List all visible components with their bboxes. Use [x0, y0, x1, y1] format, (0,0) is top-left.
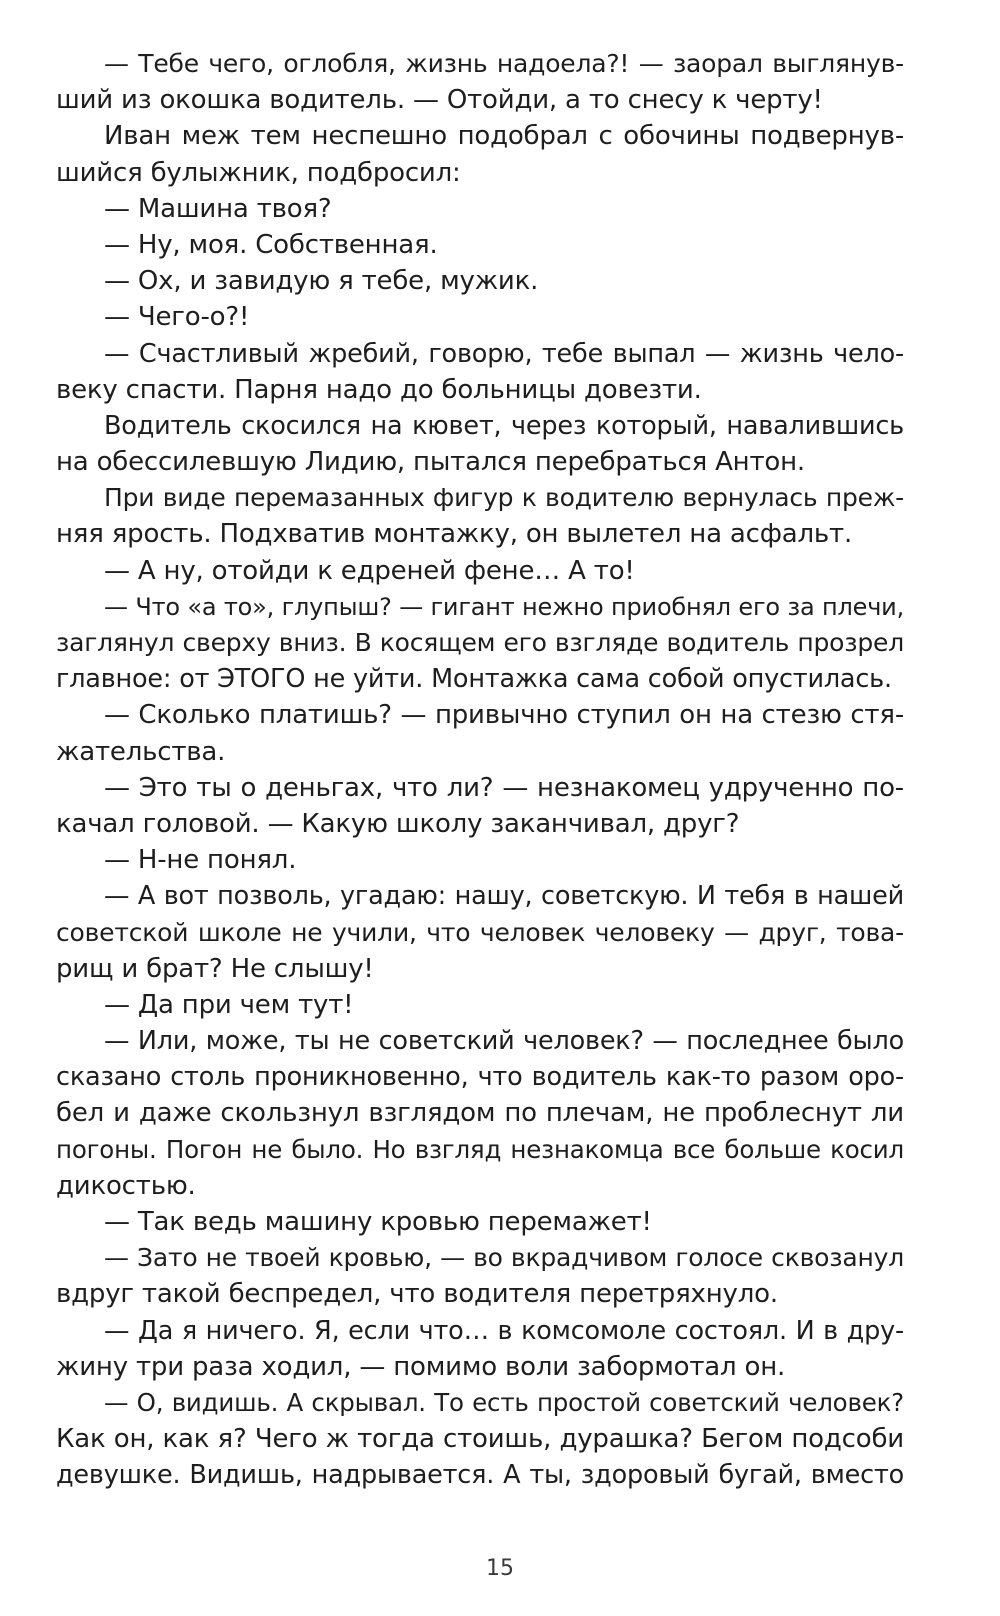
text-line: ший из окошка водитель. — Отойди, а то снесу к черту! [56, 85, 823, 116]
text-line: — Или, може, ты не советский человек? — последнее было [104, 1026, 904, 1057]
text-line: — Зато не твоей кровью, — во вкрадчивом голосе сквозанул [104, 1243, 904, 1273]
text-line: — Сколько платишь? — привычно ступил он на стезю стя- [104, 700, 904, 731]
text-line: качал головой. — Какую школу заканчивал, друг? [56, 808, 740, 839]
text-line: рищ и брат? Не слышу! [56, 953, 374, 984]
text-line: девушке. Видишь, надрывается. А ты, здоровый бугай, вместо [56, 1460, 904, 1491]
text-line: — Что «а то», глупыш? — гигант нежно приобнял его за плечи, [104, 592, 904, 621]
text-line: — А ну, отойди к едреней фене… А то! [104, 555, 635, 586]
text-line: главное: от ЭТОГО не уйти. Монтажка сама собой опустилась. [56, 664, 892, 695]
text-line: — О, видишь. А скрывал. То есть простой советский человек? [104, 1387, 904, 1417]
text-line: — Чего-о?! [104, 302, 250, 333]
text-line: — Да при чем тут! [104, 989, 354, 1020]
text-line: дикостью. [56, 1170, 196, 1201]
text-line: — Тебе чего, оглобля, жизнь надоела?! — заорал выглянув- [104, 49, 904, 78]
text-line: няя ярость. Подхватив монтажку, он вылетел на асфальт. [56, 519, 853, 550]
text-line: вдруг такой беспредел, что водителя перетряхнуло. [56, 1279, 778, 1310]
text-line: шийся булыжник, подбросил: [56, 157, 461, 188]
text-line: — Да я ничего. Я, если что… в комсомоле состоял. И в дру- [104, 1315, 904, 1346]
page-number: 15 [486, 1556, 514, 1581]
text-line: бел и даже скользнул взглядом по плечам, не проблеснут ли [56, 1098, 904, 1129]
text-line: — А вот позволь, угадаю: нашу, советскую. И тебя в нашей [104, 881, 904, 912]
text-line: заглянул сверху вниз. В косящем его взгляде водитель прозрел [56, 628, 904, 657]
body-text [56, 46, 904, 1494]
text-line: погоны. Погон не было. Но взгляд незнакомца все больше косил [56, 1134, 904, 1164]
text-line: веку спасти. Парня надо до больницы довезти. [56, 374, 702, 405]
text-line: Как он, как я? Чего ж тогда стоишь, дурашка? Бегом подсоби [56, 1424, 904, 1455]
text-line: — Машина твоя? [104, 193, 332, 224]
text-line: — Ну, моя. Собственная. [104, 229, 438, 260]
text-line: Иван меж тем неспешно подобрал с обочины подвернув- [104, 121, 904, 152]
text-line: жину три раза ходил, — помимо воли забормотал он. [56, 1351, 786, 1382]
text-line: — Так ведь машину кровью перемажет! [104, 1207, 652, 1237]
text-line: Водитель скосился на кювет, через который, навалившись [104, 410, 904, 441]
text-line: на обессилевшую Лидию, пытался перебраться Антон. [56, 447, 805, 478]
text-line: — Н-не понял. [104, 845, 297, 876]
text-line: советской школе не учили, что человек человеку — друг, това- [56, 917, 904, 947]
text-line: жательства. [56, 736, 226, 767]
text-line: — Это ты о деньгах, что ли? — незнакомец удрученно по- [104, 772, 904, 803]
text-line: — Ох, и завидую я тебе, мужик. [104, 266, 539, 297]
text-line: сказано столь проникновенно, что водитель как-то разом оро- [56, 1062, 904, 1093]
text-line: — Счастливый жребий, говорю, тебе выпал — жизнь чело- [104, 338, 904, 369]
text-line: При виде перемазанных фигур к водителю вернулась преж- [104, 483, 904, 513]
